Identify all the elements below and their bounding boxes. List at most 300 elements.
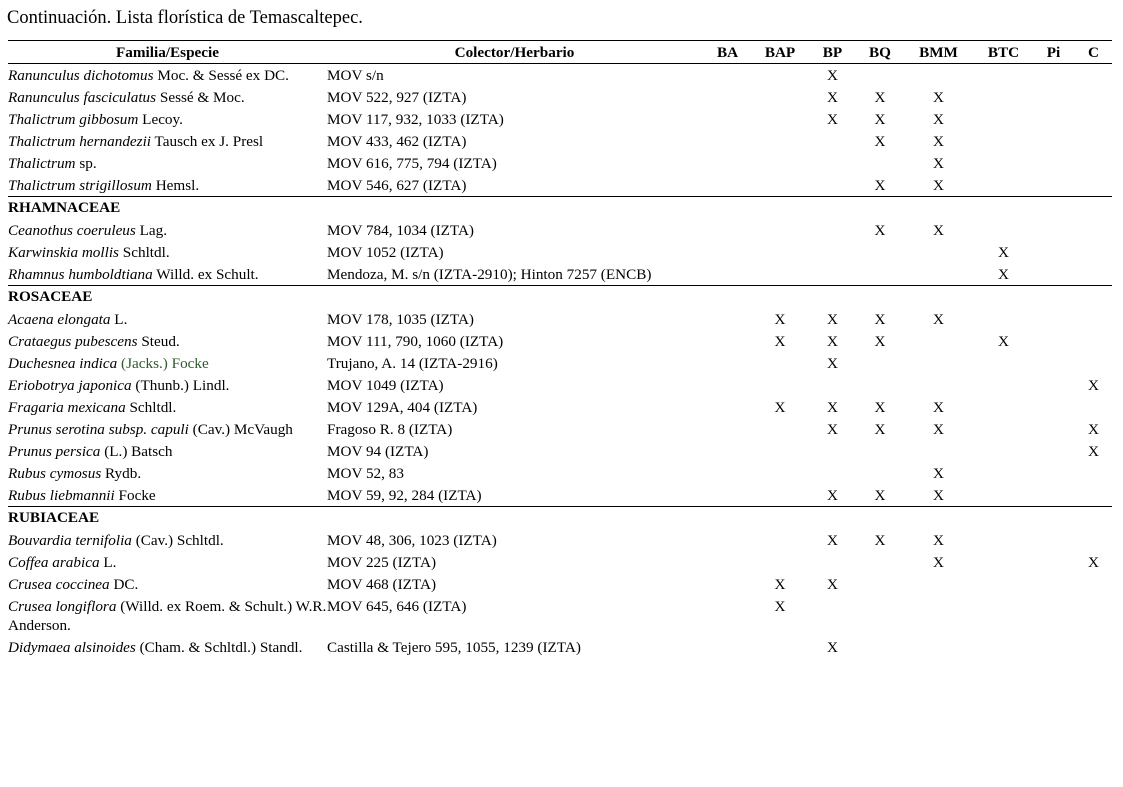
habitat-mark-c [1075,352,1112,374]
habitat-mark-c [1075,595,1112,636]
table-caption: Continuación. Lista florística de Temascaltepec. [7,8,363,28]
family-name: RUBIACEAE [8,507,1112,530]
habitat-mark-pi [1032,396,1075,418]
habitat-mark-c [1075,241,1112,263]
species-epithet: Thalictrum strigillosum [8,176,152,194]
habitat-mark-bq [858,637,902,659]
species-author: (Jacks.) Focke [121,354,209,372]
collector-cell: MOV 645, 646 (IZTA) [327,597,467,615]
habitat-mark-bap [753,484,807,506]
habitat-mark-c: X [1088,442,1099,460]
habitat-mark-pi [1032,174,1075,196]
family-name: ROSACEAE [8,286,1112,309]
habitat-mark-bap [753,241,807,263]
species-epithet: Thalictrum [8,154,76,172]
species-cell [8,574,327,596]
species-epithet: Karwinskia mollis [8,243,119,261]
species-cell [8,484,327,506]
header-bmm: BMM [902,41,975,64]
species-author: Lecoy. [142,110,183,128]
species-row [8,86,1112,108]
habitat-mark-bap [753,374,807,396]
collector-cell: MOV s/n [327,66,384,84]
habitat-mark-bmm: X [933,553,944,571]
habitat-mark-btc [975,64,1032,86]
habitat-mark-bp: X [827,88,838,106]
habitat-mark-pi [1032,108,1075,130]
habitat-mark-btc [975,484,1032,506]
species-author: L. [114,310,128,328]
collector-cell: MOV 117, 932, 1033 (IZTA) [327,110,504,128]
collector-cell: Fragoso R. 8 (IZTA) [327,420,453,438]
habitat-mark-btc [975,418,1032,440]
collector-cell: MOV 1049 (IZTA) [327,376,444,394]
habitat-mark-ba [702,352,753,374]
species-author: Willd. ex Schult. [156,265,259,283]
species-epithet: Fragaria mexicana [8,398,126,416]
habitat-mark-bap [753,440,807,462]
habitat-mark-pi [1032,418,1075,440]
habitat-mark-btc [975,552,1032,574]
habitat-mark-ba [702,440,753,462]
header-c: C [1075,41,1112,64]
habitat-mark-bap [753,552,807,574]
collector-cell: MOV 522, 927 (IZTA) [327,88,467,106]
habitat-mark-bp [807,263,858,285]
habitat-mark-c [1075,396,1112,418]
family-name: RHAMNACEAE [8,197,1112,220]
habitat-mark-c [1075,152,1112,174]
family-row [8,197,1112,220]
species-row [8,308,1112,330]
habitat-mark-bp [807,152,858,174]
species-author: Schltdl. [129,398,177,416]
habitat-mark-bq: X [874,310,886,328]
habitat-mark-bmm [902,440,975,462]
species-author: Hemsl. [155,176,200,194]
habitat-mark-bp [807,130,858,152]
habitat-mark-ba [702,330,753,352]
habitat-mark-bmm [902,330,975,352]
habitat-mark-bmm: X [933,176,944,194]
habitat-mark-bap [753,418,807,440]
collector-cell: MOV 178, 1035 (IZTA) [327,310,474,328]
habitat-mark-c: X [1088,553,1099,571]
habitat-mark-pi [1032,637,1075,659]
header-bp: BP [807,41,858,64]
habitat-mark-btc [975,574,1032,596]
habitat-mark-ba [702,152,753,174]
habitat-mark-bq [858,352,902,374]
species-epithet: Ranunculus dichotomus [8,66,154,84]
table-body [8,64,1112,659]
species-row [8,418,1112,440]
species-author: Schltdl. [122,243,170,261]
species-row [8,574,1112,596]
collector-cell: MOV 468 (IZTA) [327,575,437,593]
habitat-mark-c [1075,263,1112,285]
species-author: (Thunb.) Lindl. [135,376,230,394]
habitat-mark-c [1075,64,1112,86]
habitat-mark-bmm: X [933,88,944,106]
habitat-mark-ba [702,637,753,659]
family-row [8,286,1112,309]
habitat-mark-bq [858,263,902,285]
habitat-mark-btc [975,308,1032,330]
habitat-mark-bp [807,552,858,574]
habitat-mark-c [1075,530,1112,552]
species-row [8,396,1112,418]
habitat-mark-pi [1032,263,1075,285]
species-cell [8,174,327,196]
habitat-mark-pi [1032,484,1075,506]
species-cell [8,440,327,462]
species-author: Sessé & Moc. [159,88,245,106]
habitat-mark-bq [858,552,902,574]
habitat-mark-ba [702,219,753,241]
habitat-mark-bmm: X [933,110,944,128]
species-epithet: Prunus serotina subsp. capuli [8,420,189,438]
species-cell [8,462,327,484]
habitat-mark-bap [753,130,807,152]
species-epithet: Thalictrum hernandezii [8,132,152,150]
habitat-mark-bp: X [827,639,838,657]
habitat-mark-bp: X [827,66,838,84]
habitat-mark-bmm [902,64,975,86]
habitat-mark-pi [1032,440,1075,462]
species-author: L. [103,553,117,571]
habitat-mark-bq [858,595,902,636]
habitat-mark-bap [753,530,807,552]
species-author: (Cham. & Schltdl.) Standl. [139,639,303,657]
collector-cell: MOV 616, 775, 794 (IZTA) [327,154,497,172]
header-ba: BA [702,41,753,64]
habitat-mark-bp [807,462,858,484]
habitat-mark-btc [975,462,1032,484]
species-cell [8,130,327,152]
habitat-mark-pi [1032,130,1075,152]
habitat-mark-bmm: X [933,310,944,328]
species-author: Steud. [141,332,180,350]
collector-cell: Castilla & Tejero 595, 1055, 1239 (IZTA) [327,639,581,657]
habitat-mark-btc: X [998,243,1009,261]
habitat-mark-bap: X [774,597,786,615]
habitat-mark-bap [753,152,807,174]
species-epithet: Prunus persica [8,442,101,460]
habitat-mark-ba [702,396,753,418]
species-row [8,263,1112,285]
habitat-mark-pi [1032,241,1075,263]
habitat-mark-ba [702,595,753,636]
habitat-mark-bp: X [827,310,838,328]
habitat-mark-bq [858,152,902,174]
collector-cell: MOV 1052 (IZTA) [327,243,444,261]
habitat-mark-btc [975,530,1032,552]
species-row [8,241,1112,263]
species-author: Rydb. [105,464,142,482]
header-colector: Colector/Herbario [327,41,702,64]
habitat-mark-ba [702,574,753,596]
species-cell [8,241,327,263]
habitat-mark-ba [702,241,753,263]
habitat-mark-bq: X [874,332,886,350]
habitat-mark-bap [753,219,807,241]
habitat-mark-ba [702,263,753,285]
habitat-mark-c [1075,130,1112,152]
habitat-mark-bp: X [827,332,838,350]
habitat-mark-bq: X [874,221,886,239]
header-bap: BAP [753,41,807,64]
habitat-mark-bap [753,64,807,86]
species-row [8,484,1112,506]
habitat-mark-bap [753,263,807,285]
species-epithet: Bouvardia ternifolia [8,531,132,549]
collector-cell: MOV 111, 790, 1060 (IZTA) [327,332,504,350]
habitat-mark-bp [807,241,858,263]
habitat-mark-pi [1032,152,1075,174]
habitat-mark-ba [702,130,753,152]
habitat-mark-bp: X [827,531,838,549]
species-row [8,174,1112,196]
species-epithet: Eriobotrya japonica [8,376,132,394]
habitat-mark-c [1075,108,1112,130]
habitat-mark-pi [1032,552,1075,574]
habitat-mark-ba [702,462,753,484]
habitat-mark-pi [1032,574,1075,596]
habitat-mark-btc [975,86,1032,108]
species-row [8,374,1112,396]
habitat-mark-bap: X [774,398,786,416]
species-author: DC. [113,575,139,593]
habitat-mark-bmm: X [933,531,944,549]
habitat-mark-ba [702,86,753,108]
species-author: (Willd. ex Roem. & Schult.) W.R. Anderson. [8,597,327,635]
habitat-mark-btc [975,637,1032,659]
habitat-mark-bmm [902,374,975,396]
habitat-mark-bq [858,574,902,596]
species-row [8,130,1112,152]
habitat-mark-btc [975,352,1032,374]
habitat-mark-bq [858,440,902,462]
habitat-mark-bp [807,219,858,241]
species-author: (L.) Batsch [104,442,173,460]
species-cell [8,352,327,374]
habitat-mark-bq [858,64,902,86]
collector-cell: MOV 52, 83 [327,464,404,482]
species-cell [8,530,327,552]
species-author: Lag. [139,221,168,239]
species-cell [8,637,327,659]
habitat-mark-pi [1032,530,1075,552]
habitat-mark-bq: X [874,398,886,416]
habitat-mark-ba [702,174,753,196]
habitat-mark-bp: X [827,398,838,416]
species-epithet: Rhamnus humboldtiana [8,265,153,283]
habitat-mark-ba [702,374,753,396]
species-epithet: Crataegus pubescens [8,332,138,350]
habitat-mark-bmm [902,637,975,659]
species-epithet: Crusea coccinea [8,575,110,593]
habitat-mark-pi [1032,595,1075,636]
header-btc: BTC [975,41,1032,64]
habitat-mark-pi [1032,64,1075,86]
floristic-table [8,40,1112,659]
species-cell [8,374,327,396]
species-author: Tausch ex J. Presl [154,132,264,150]
family-row [8,507,1112,530]
habitat-mark-pi [1032,308,1075,330]
species-row [8,462,1112,484]
habitat-mark-bap [753,86,807,108]
species-epithet: Acaena elongata [8,310,111,328]
habitat-mark-bap [753,637,807,659]
habitat-mark-bq: X [874,531,886,549]
habitat-mark-bp: X [827,354,838,372]
species-row [8,530,1112,552]
habitat-mark-pi [1032,330,1075,352]
habitat-mark-bap [753,108,807,130]
habitat-mark-bmm [902,595,975,636]
habitat-mark-bmm: X [933,464,944,482]
habitat-mark-c [1075,462,1112,484]
habitat-mark-bmm: X [933,420,944,438]
habitat-mark-btc [975,595,1032,636]
habitat-mark-bp [807,374,858,396]
species-author: Moc. & Sessé ex DC. [157,66,289,84]
species-cell [8,152,327,174]
habitat-mark-bmm [902,241,975,263]
species-epithet: Coffea arabica [8,553,100,571]
habitat-mark-btc [975,396,1032,418]
habitat-mark-bap [753,174,807,196]
species-row [8,152,1112,174]
habitat-mark-btc [975,374,1032,396]
habitat-mark-c [1075,219,1112,241]
habitat-mark-pi [1032,86,1075,108]
species-cell [8,418,327,440]
species-epithet: Rubus cymosus [8,464,102,482]
habitat-mark-ba [702,418,753,440]
header-familia: Familia/Especie [8,41,327,64]
habitat-mark-ba [702,308,753,330]
species-author: (Cav.) Schltdl. [135,531,224,549]
habitat-mark-bmm: X [933,221,944,239]
species-cell [8,86,327,108]
habitat-mark-c [1075,574,1112,596]
species-row [8,595,1112,636]
species-cell [8,108,327,130]
species-cell [8,263,327,285]
collector-cell: MOV 225 (IZTA) [327,553,437,571]
species-cell [8,595,327,636]
species-epithet: Didymaea alsinoides [8,639,136,657]
species-row [8,330,1112,352]
habitat-mark-bp: X [827,486,838,504]
species-epithet: Rubus liebmannii [8,486,115,504]
species-author: Focke [118,486,156,504]
header-pi: Pi [1032,41,1075,64]
habitat-mark-btc [975,174,1032,196]
collector-cell: MOV 784, 1034 (IZTA) [327,221,474,239]
habitat-mark-ba [702,484,753,506]
species-epithet: Ranunculus fasciculatus [8,88,157,106]
habitat-mark-bap: X [774,332,786,350]
collector-cell: Trujano, A. 14 (IZTA-2916) [327,354,498,372]
habitat-mark-c [1075,330,1112,352]
habitat-mark-btc [975,440,1032,462]
habitat-mark-bmm [902,574,975,596]
habitat-mark-pi [1032,219,1075,241]
habitat-mark-ba [702,530,753,552]
habitat-mark-bq: X [874,132,886,150]
species-cell [8,330,327,352]
species-row [8,219,1112,241]
habitat-mark-bmm: X [933,132,944,150]
habitat-mark-btc [975,219,1032,241]
species-row [8,352,1112,374]
habitat-mark-bq [858,241,902,263]
habitat-mark-bq: X [874,88,886,106]
species-cell [8,552,327,574]
header-bq: BQ [858,41,902,64]
species-author: sp. [79,154,97,172]
habitat-mark-ba [702,108,753,130]
species-row [8,64,1112,86]
habitat-mark-c: X [1088,376,1099,394]
species-epithet: Ceanothus coeruleus [8,221,136,239]
habitat-mark-ba [702,64,753,86]
collector-cell: MOV 546, 627 (IZTA) [327,176,467,194]
habitat-mark-bp [807,440,858,462]
species-cell [8,396,327,418]
habitat-mark-bq [858,462,902,484]
species-epithet: Duchesnea indica [8,354,118,372]
species-cell [8,64,327,86]
habitat-mark-btc [975,130,1032,152]
habitat-mark-btc: X [998,332,1009,350]
habitat-mark-bap: X [774,310,786,328]
collector-cell: MOV 129A, 404 (IZTA) [327,398,478,416]
habitat-mark-bap [753,352,807,374]
species-epithet: Crusea longiflora [8,597,117,615]
species-row [8,108,1112,130]
habitat-mark-bq: X [874,486,886,504]
habitat-mark-c [1075,174,1112,196]
habitat-mark-bp [807,595,858,636]
habitat-mark-btc [975,108,1032,130]
habitat-mark-bq [858,374,902,396]
collector-cell: MOV 433, 462 (IZTA) [327,132,467,150]
habitat-mark-c [1075,637,1112,659]
habitat-mark-bap: X [774,575,786,593]
collector-cell: MOV 94 (IZTA) [327,442,429,460]
habitat-mark-c: X [1088,420,1099,438]
species-cell [8,308,327,330]
habitat-mark-bp: X [827,575,838,593]
habitat-mark-bp: X [827,420,838,438]
habitat-mark-bq: X [874,110,886,128]
species-cell [8,219,327,241]
habitat-mark-pi [1032,352,1075,374]
species-epithet: Thalictrum gibbosum [8,110,139,128]
collector-cell: MOV 59, 92, 284 (IZTA) [327,486,482,504]
habitat-mark-bq: X [874,176,886,194]
habitat-mark-bp [807,174,858,196]
species-row [8,440,1112,462]
habitat-mark-bmm [902,352,975,374]
habitat-mark-c [1075,308,1112,330]
habitat-mark-c [1075,86,1112,108]
